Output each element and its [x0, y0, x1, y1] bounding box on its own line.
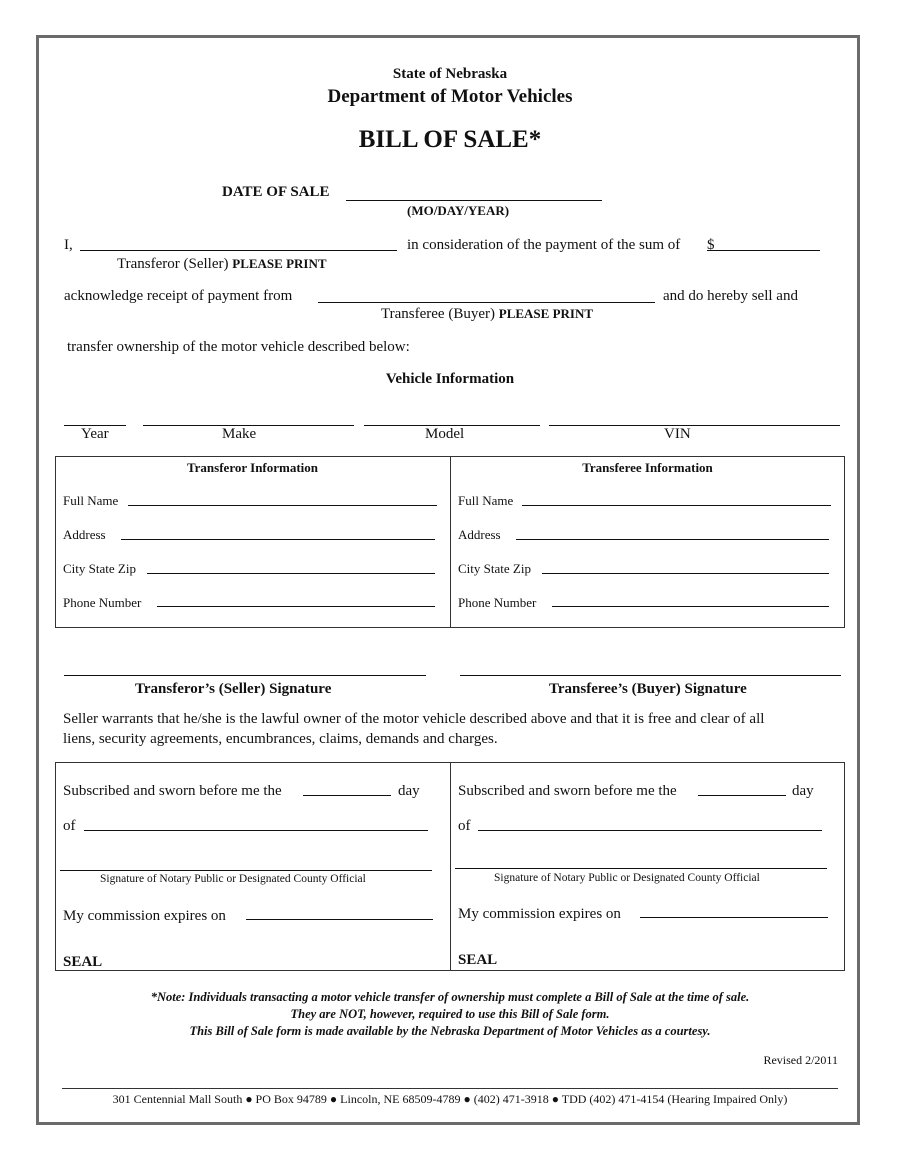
date-format-hint: (MO/DAY/YEAR)	[407, 203, 510, 218]
note-line1: *Note: Individuals transacting a motor vehicle transfer of ownership must complete a Bill of Sale at the time of sale.	[150, 990, 750, 1004]
buyer-name-field[interactable]	[318, 302, 655, 303]
transferor-city-state-zip-label: City State Zip	[63, 561, 136, 576]
model-label: Model	[425, 426, 465, 442]
transferee-address-label: Address	[458, 527, 501, 542]
buyer-notary-signature-caption: Signature of Notary Public or Designated County Official	[494, 872, 760, 884]
seller-signature-field[interactable]	[64, 675, 426, 676]
note-line2: They are NOT, however, required to use this Bill of Sale form.	[290, 1007, 610, 1021]
transferor-info-heading: Transferor Information	[186, 460, 319, 475]
page-title: BILL OF SALE*	[358, 126, 542, 153]
transferor-address-field[interactable]	[121, 539, 435, 540]
seller-notary-day-label: day	[398, 783, 420, 799]
seller-notary-sworn-text: Subscribed and sworn before me the	[63, 783, 282, 799]
buyer-seal-label: SEAL	[458, 952, 498, 968]
buyer-notary-day-field[interactable]	[698, 795, 786, 796]
transferee-full-name-field[interactable]	[522, 505, 831, 506]
buyer-caption-print: PLEASE PRINT	[498, 306, 594, 321]
warranty-text-line1: Seller warrants that he/she is the lawful owner of the motor vehicle described above and that it is free and clear of all	[63, 711, 765, 727]
revised-date: Revised 2/2011	[763, 1053, 838, 1067]
transferor-city-state-zip-field[interactable]	[147, 573, 435, 574]
year-label: Year	[81, 426, 109, 442]
buyer-commission-label: My commission expires on	[458, 906, 621, 922]
seller-seal-label: SEAL	[63, 954, 103, 970]
buyer-caption	[381, 306, 593, 323]
seller-caption-print: PLEASE PRINT	[232, 256, 327, 271]
buyer-notary-sworn-text: Subscribed and sworn before me the	[458, 783, 677, 799]
transferor-address-label: Address	[63, 527, 106, 542]
buyer-commission-field[interactable]	[640, 917, 828, 918]
date-of-sale-field[interactable]	[346, 200, 602, 201]
department-name: Department of Motor Vehicles	[327, 86, 573, 107]
seller-notary-of-label: of	[63, 818, 76, 834]
transferee-info-heading: Transferee Information	[582, 460, 713, 475]
make-label: Make	[222, 426, 257, 442]
buyer-signature-label: Transferee’s (Buyer) Signature	[549, 681, 747, 697]
buyer-signature-field[interactable]	[460, 675, 841, 676]
seller-name-field[interactable]	[80, 250, 397, 251]
buyer-prefix: acknowledge receipt of payment from	[64, 288, 293, 304]
state-name: State of Nebraska	[392, 66, 508, 82]
transferor-full-name-field[interactable]	[128, 505, 437, 506]
vin-label: VIN	[664, 426, 691, 442]
transferee-phone-label: Phone Number	[458, 595, 537, 610]
transferee-city-state-zip-field[interactable]	[542, 573, 829, 574]
vehicle-info-heading: Vehicle Information	[385, 371, 515, 387]
seller-notary-day-field[interactable]	[303, 795, 391, 796]
transferor-phone-field[interactable]	[157, 606, 435, 607]
seller-notary-of-field[interactable]	[84, 830, 428, 831]
transferee-city-state-zip-label: City State Zip	[458, 561, 531, 576]
transferor-full-name-label: Full Name	[63, 493, 119, 508]
seller-caption	[117, 256, 327, 273]
buyer-notary-of-field[interactable]	[478, 830, 822, 831]
seller-signature-label: Transferor’s (Seller) Signature	[135, 681, 332, 697]
seller-notary-signature-field[interactable]	[60, 870, 432, 871]
sale-amount-field[interactable]	[707, 250, 820, 251]
date-of-sale-label: DATE OF SALE	[222, 184, 330, 200]
footer-address: 301 Centennial Mall South ● PO Box 94789 ● Lincoln, NE 68509-4789 ● (402) 471-3918 ● TDD (402) 471-4154 (Hearing Impaired Only)	[112, 1092, 788, 1106]
note-line3: This Bill of Sale form is made available by the Nebraska Department of Motor Vehicles as a courtesy.	[189, 1024, 711, 1038]
currency-symbol: $	[707, 237, 715, 253]
seller-notary-signature-caption: Signature of Notary Public or Designated County Official	[100, 873, 366, 885]
transferee-address-field[interactable]	[516, 539, 829, 540]
buyer-caption-text: Transferee (Buyer)	[381, 306, 495, 322]
seller-commission-label: My commission expires on	[63, 908, 226, 924]
notary-divider	[450, 762, 451, 971]
transferee-full-name-label: Full Name	[458, 493, 514, 508]
party-info-divider	[450, 456, 451, 628]
warranty-text-line2: liens, security agreements, encumbrances, claims, demands and charges.	[63, 731, 498, 747]
vin-field[interactable]	[549, 425, 840, 426]
transferee-phone-field[interactable]	[552, 606, 829, 607]
buyer-notary-signature-field[interactable]	[455, 868, 827, 869]
transfer-text: transfer ownership of the motor vehicle described below:	[67, 339, 410, 355]
buyer-notary-of-label: of	[458, 818, 471, 834]
buyer-sell-text: and do hereby sell and	[663, 288, 798, 304]
seller-commission-field[interactable]	[246, 919, 433, 920]
seller-caption-text: Transferor (Seller)	[117, 256, 229, 272]
seller-prefix: I,	[64, 237, 73, 253]
footer-rule	[62, 1088, 838, 1089]
transferor-phone-label: Phone Number	[63, 595, 142, 610]
seller-consideration-text: in consideration of the payment of the sum of	[407, 237, 681, 253]
buyer-notary-day-label: day	[792, 783, 814, 799]
